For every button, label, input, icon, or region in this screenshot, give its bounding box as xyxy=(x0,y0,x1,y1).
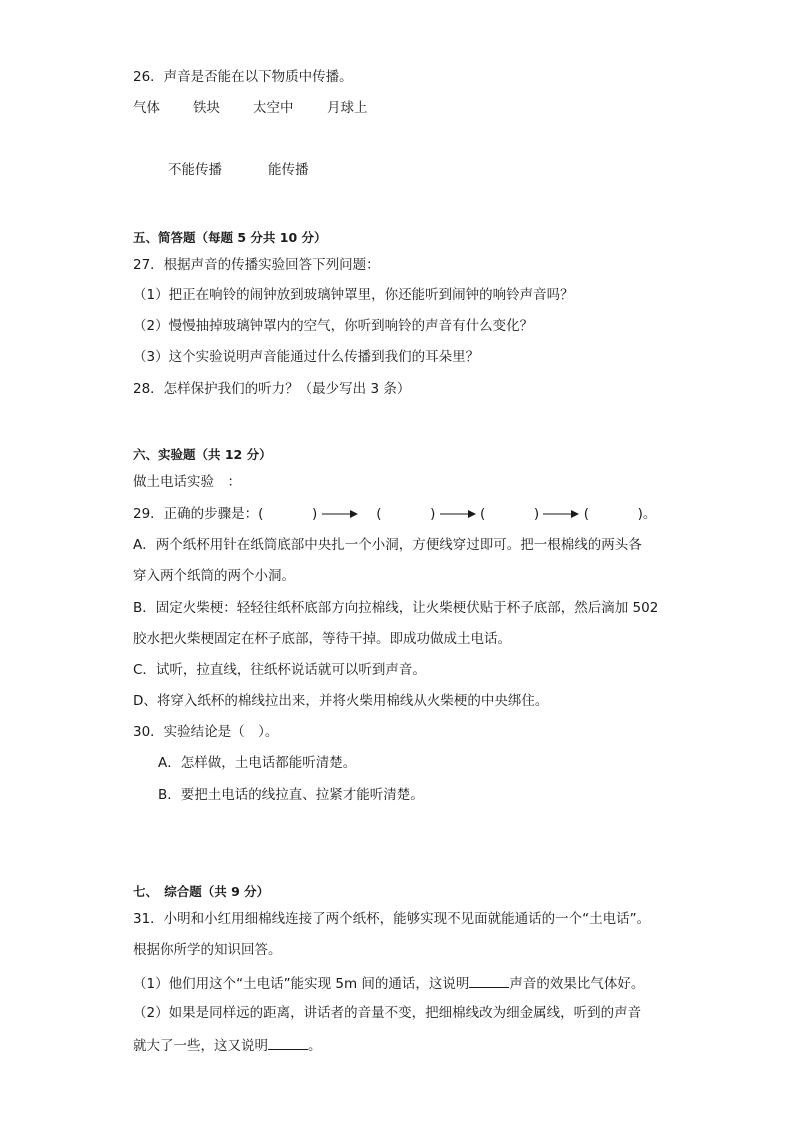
q31-part-2-line2 xyxy=(133,1035,322,1055)
q29-option-b-line2: 胶水把火柴梗固定在杯子底部，等待干掉。即成功做成土电话。 xyxy=(133,631,511,647)
q26-cat-can: 能传播 xyxy=(268,162,309,178)
arrow-right-icon xyxy=(322,509,358,519)
q29-option-c: C．试听，拉直线，往纸杯说话就可以听到声音。 xyxy=(133,662,426,678)
q26-item-moon: 月球上 xyxy=(327,100,368,116)
q31-part-1-text-b: 声音的效果比气体好。 xyxy=(509,976,645,992)
q26-item-gas: 气体 xyxy=(133,100,160,116)
q26-item-space: 太空中 xyxy=(253,100,294,116)
q29-option-d: D、将穿入纸杯的棉线拉出来，并将火柴用棉线从火柴梗的中央绑住。 xyxy=(133,693,549,709)
q26-cat-cannot: 不能传播 xyxy=(168,162,222,178)
q29-option-a-line1: A．两个纸杯用针在纸筒底部中央扎一个小洞，方便线穿过即可。把一根棉线的两头各 xyxy=(133,537,642,553)
q31-part-2-text-c: 。 xyxy=(308,1038,322,1054)
arrow-right-icon xyxy=(543,509,579,519)
q29-paren-open-4: ( xyxy=(583,506,589,522)
experiment-intro: 做土电话实验 ： xyxy=(133,474,241,490)
q31-stem-line2: 根据你所学的知识回答。 xyxy=(133,942,282,958)
q29-prefix: 29．正确的步骤是：( xyxy=(133,506,264,522)
q27-part-1: （1）把正在响铃的闹钟放到玻璃钟罩里，你还能听到闹钟的响铃声音吗？ xyxy=(133,287,574,303)
q30-option-a: A．怎样做，土电话都能听清楚。 xyxy=(158,755,357,771)
section-7-heading: 七、 综合题（共 9 分） xyxy=(133,884,270,899)
q27-stem: 27．根据声音的传播实验回答下列问题： xyxy=(133,257,380,273)
q29-paren-open-3: ( xyxy=(479,506,486,522)
q31-part-1-blank xyxy=(469,973,509,988)
q29-paren-close-2: ) xyxy=(430,506,436,522)
q29-option-a-line2: 穿入两个纸筒的两个小洞。 xyxy=(133,568,295,584)
q31-stem-line1: 31．小明和小红用细棉线连接了两个纸杯，能够实现不见面就能通话的一个“土电话”。 xyxy=(133,911,651,927)
q31-part-2-text-b: 就大了一些，这又说明 xyxy=(133,1038,268,1054)
q29-end: )。 xyxy=(637,506,657,522)
q31-part-2-line1: （2）如果是同样远的距离，讲话者的音量不变，把细棉线改为细金属线，听到的声音 xyxy=(133,1005,642,1021)
q30-stem: 30．实验结论是（ ）。 xyxy=(133,724,279,740)
q29-paren-close-3: ) xyxy=(533,506,540,522)
q26-item-iron: 铁块 xyxy=(193,100,220,116)
q29-paren-open-2: ( xyxy=(376,506,382,522)
q30-option-b: B．要把土电话的线拉直、拉紧才能听清楚。 xyxy=(158,787,424,803)
q31-part-1 xyxy=(133,973,644,993)
arrow-right-icon xyxy=(440,509,476,519)
q26-stem: 26．声音是否能在以下物质中传播。 xyxy=(133,69,353,85)
q28-stem: 28．怎样保护我们的听力？（最少写出 3 条） xyxy=(133,381,411,397)
section-6-heading: 六、实验题（共 12 分） xyxy=(133,447,272,462)
q29-stem xyxy=(133,505,656,523)
q29-option-b-line1: B．固定火柴梗：轻轻往纸杯底部方向拉棉线，让火柴梗伏贴于杯子底部，然后滴加 502 xyxy=(133,600,659,616)
q27-part-3: （3）这个实验说明声音能通过什么传播到我们的耳朵里？ xyxy=(133,349,480,365)
q27-part-2: （2）慢慢抽掉玻璃钟罩内的空气，你听到响铃的声音有什么变化？ xyxy=(133,318,534,334)
q29-paren-close-1: ) xyxy=(312,506,318,522)
q31-part-2-blank xyxy=(268,1035,308,1050)
section-5-heading: 五、简答题（每题 5 分共 10 分） xyxy=(133,230,327,245)
q31-part-1-text-a: （1）他们用这个“土电话”能实现 5m 间的通话，这说明 xyxy=(133,976,470,992)
